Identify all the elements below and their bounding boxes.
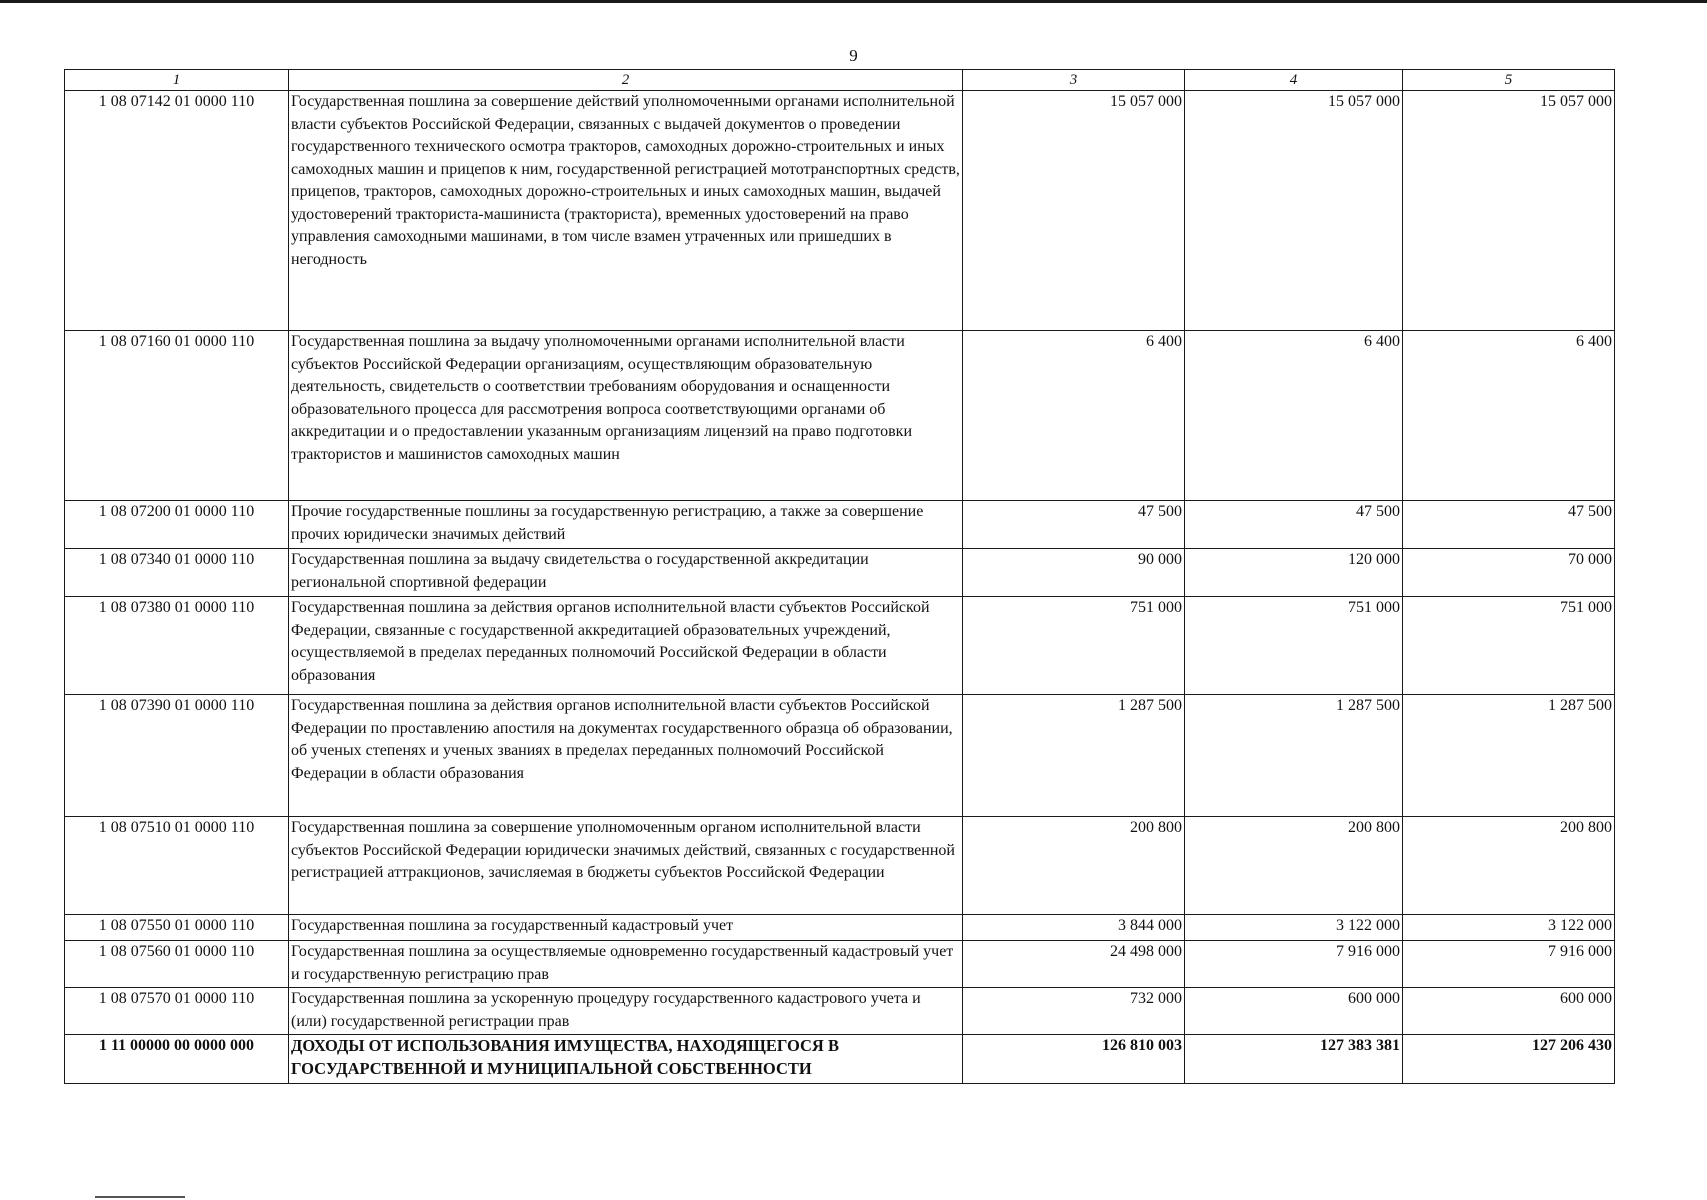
value-col4-cell: 751 000 (1185, 597, 1403, 695)
value-col4-cell: 7 916 000 (1185, 941, 1403, 988)
description-cell: Государственная пошлина за ускоренную процедуру государственного кадастрового учета и (или) государственной регистрации прав (289, 988, 963, 1035)
budget-code-cell: 1 08 07390 01 0000 110 (65, 695, 289, 817)
description-cell: Государственная пошлина за совершение уполномоченным органом исполнительной власти субъектов Российской Федерации юридически значимых действий, связанных с государственной регистрацией аттракционов, зачисляемая в бюджеты субъектов Российской Федерации (289, 817, 963, 915)
value-col5-cell: 751 000 (1403, 597, 1615, 695)
value-col3-cell: 47 500 (963, 501, 1185, 549)
description-cell: Государственная пошлина за выдачу уполномоченными органами исполнительной власти субъектов Российской Федерации организациям, осуществляющим образовательную деятельность, свидетельств о соответствии требованиям оборудования и оснащенности образовательного процесса для рассмотрения вопроса соответствующими органами об аккредитации и о предоставлении указанным организациям лицензий на право подготовки трактористов и машинистов самоходных машин (289, 331, 963, 501)
value-col5-cell: 127 206 430 (1403, 1035, 1615, 1084)
table-header-row (65, 70, 1615, 91)
budget-code-cell: 1 08 07340 01 0000 110 (65, 549, 289, 597)
value-col5-cell: 3 122 000 (1403, 915, 1615, 941)
budget-code-cell: 1 08 07200 01 0000 110 (65, 501, 289, 549)
budget-code-cell: 1 08 07560 01 0000 110 (65, 941, 289, 988)
value-col3-cell: 90 000 (963, 549, 1185, 597)
budget-code-cell: 1 11 00000 00 0000 000 (65, 1035, 289, 1084)
value-col4-cell: 600 000 (1185, 988, 1403, 1035)
table-row (65, 549, 1615, 597)
table-row (65, 501, 1615, 549)
column-header-5: 5 (1403, 70, 1615, 91)
description-cell: Государственная пошлина за выдачу свидетельства о государственной аккредитации региональной спортивной федерации (289, 549, 963, 597)
column-header-1: 1 (65, 70, 289, 91)
table-row (65, 91, 1615, 331)
column-header-2: 2 (289, 70, 963, 91)
value-col4-cell: 6 400 (1185, 331, 1403, 501)
value-col3-cell: 126 810 003 (963, 1035, 1185, 1084)
budget-table (64, 69, 1615, 1084)
value-col4-cell: 15 057 000 (1185, 91, 1403, 331)
value-col3-cell: 200 800 (963, 817, 1185, 915)
value-col5-cell: 7 916 000 (1403, 941, 1615, 988)
table-row (65, 695, 1615, 817)
value-col5-cell: 1 287 500 (1403, 695, 1615, 817)
description-cell: Государственная пошлина за осуществляемые одновременно государственный кадастровый учет и государственную регистрацию прав (289, 941, 963, 988)
table-row (65, 597, 1615, 695)
table-row (65, 331, 1615, 501)
description-cell: Прочие государственные пошлины за государственную регистрацию, а также за совершение прочих юридически значимых действий (289, 501, 963, 549)
value-col5-cell: 200 800 (1403, 817, 1615, 915)
description-cell: Государственная пошлина за действия органов исполнительной власти субъектов Российской Федерации, связанные с государственной аккредитацией образовательных учреждений, осуществляемой в пределах переданных полномочий Российской Федерации в области образования (289, 597, 963, 695)
column-header-3: 3 (963, 70, 1185, 91)
value-col3-cell: 24 498 000 (963, 941, 1185, 988)
scan-bottom-mark (95, 1196, 185, 1198)
value-col4-cell: 1 287 500 (1185, 695, 1403, 817)
budget-code-cell: 1 08 07550 01 0000 110 (65, 915, 289, 941)
page-number: 9 (849, 46, 858, 65)
budget-code-cell: 1 08 07510 01 0000 110 (65, 817, 289, 915)
column-header-4: 4 (1185, 70, 1403, 91)
value-col4-cell: 3 122 000 (1185, 915, 1403, 941)
value-col4-cell: 200 800 (1185, 817, 1403, 915)
value-col3-cell: 1 287 500 (963, 695, 1185, 817)
value-col5-cell: 47 500 (1403, 501, 1615, 549)
table-row (65, 817, 1615, 915)
table-row (65, 941, 1615, 988)
description-cell: Государственная пошлина за совершение действий уполномоченными органами исполнительной власти субъектов Российской Федерации, связанных с выдачей документов о проведении государственного технического осмотра тракторов, самоходных дорожно-строительных и иных самоходных машин и прицепов к ним, государственной регистрацией мототранспортных средств, прицепов, тракторов, самоходных дорожно-строительных и иных самоходных машин, выдачей удостоверений тракториста-машиниста (тракториста), временных удостоверений на право управления самоходными машинами, в том числе взамен утраченных или пришедших в негодность (289, 91, 963, 331)
value-col5-cell: 15 057 000 (1403, 91, 1615, 331)
value-col4-cell: 127 383 381 (1185, 1035, 1403, 1084)
table-row (65, 988, 1615, 1035)
budget-code-cell: 1 08 07142 01 0000 110 (65, 91, 289, 331)
budget-code-cell: 1 08 07380 01 0000 110 (65, 597, 289, 695)
value-col3-cell: 3 844 000 (963, 915, 1185, 941)
table-row-total (65, 1035, 1615, 1084)
description-cell: Государственная пошлина за действия органов исполнительной власти субъектов Российской Федерации по проставлению апостиля на документах государственного образца об образовании, об ученых степенях и ученых званиях в пределах переданных полномочий Российской Федерации в области образования (289, 695, 963, 817)
value-col5-cell: 70 000 (1403, 549, 1615, 597)
description-cell: ДОХОДЫ ОТ ИСПОЛЬЗОВАНИЯ ИМУЩЕСТВА, НАХОДЯЩЕГОСЯ В ГОСУДАРСТВЕННОЙ И МУНИЦИПАЛЬНОЙ СОБСТВЕННОСТИ (289, 1035, 963, 1084)
value-col3-cell: 6 400 (963, 331, 1185, 501)
value-col4-cell: 47 500 (1185, 501, 1403, 549)
page-top-border (0, 0, 1707, 3)
value-col5-cell: 6 400 (1403, 331, 1615, 501)
budget-code-cell: 1 08 07160 01 0000 110 (65, 331, 289, 501)
value-col5-cell: 600 000 (1403, 988, 1615, 1035)
value-col4-cell: 120 000 (1185, 549, 1403, 597)
description-cell: Государственная пошлина за государственный кадастровый учет (289, 915, 963, 941)
value-col3-cell: 751 000 (963, 597, 1185, 695)
value-col3-cell: 15 057 000 (963, 91, 1185, 331)
value-col3-cell: 732 000 (963, 988, 1185, 1035)
table-row (65, 915, 1615, 941)
budget-code-cell: 1 08 07570 01 0000 110 (65, 988, 289, 1035)
